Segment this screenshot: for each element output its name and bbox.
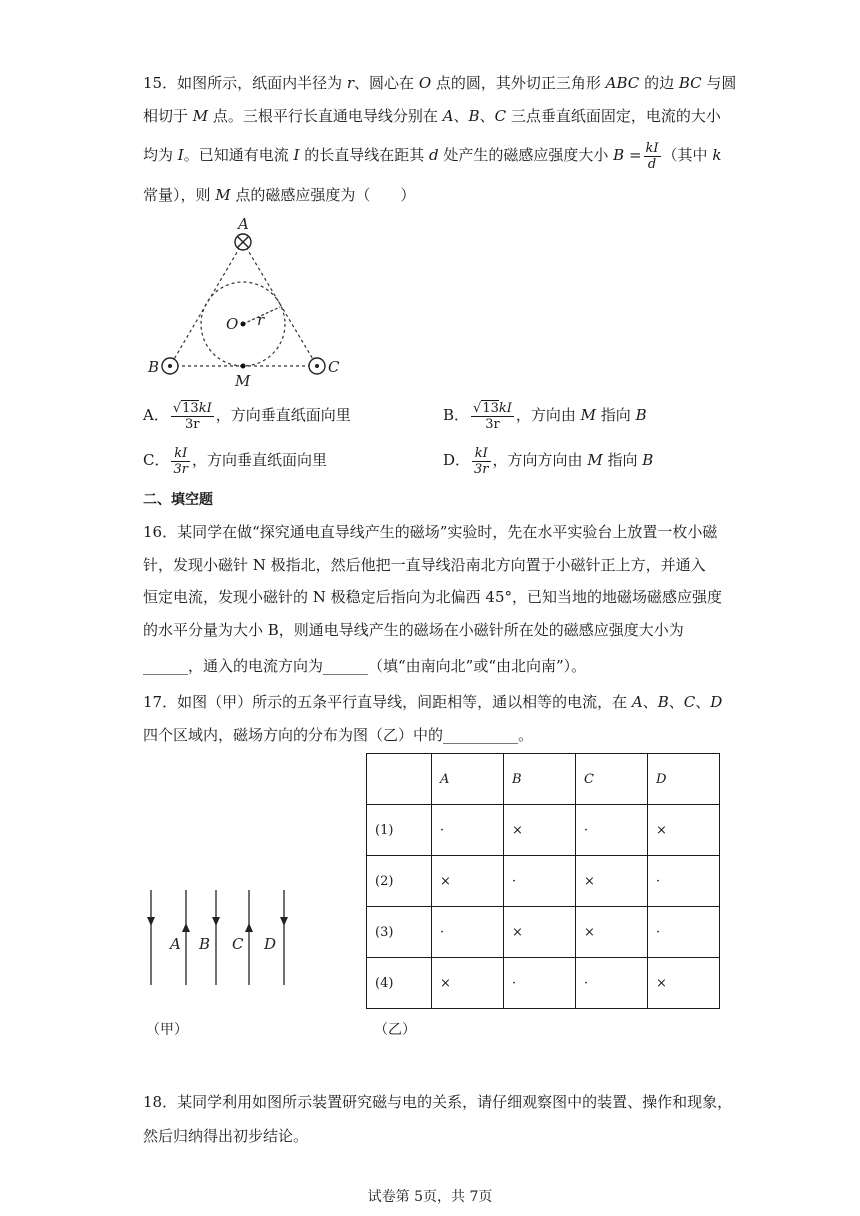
option-a-fraction bbox=[171, 400, 214, 432]
label-B: B bbox=[148, 358, 160, 376]
table-cell: · bbox=[576, 958, 648, 1009]
option-a[interactable] bbox=[143, 396, 351, 434]
q16-line-5: ______，通入的电流方向为______（填“由南向北”或“由北向南”）。 bbox=[143, 657, 587, 675]
table-cell: · bbox=[504, 958, 576, 1009]
label-r: r bbox=[257, 311, 265, 329]
text: 三点垂直纸面固定，电流的大小 bbox=[506, 107, 721, 125]
table-cell: · bbox=[648, 856, 720, 907]
table-cell: × bbox=[432, 856, 504, 907]
q16-line-4: 的水平分量为大小 B，则通电导线产生的磁场在小磁针所在处的磁感应强度大小为 bbox=[143, 621, 684, 639]
text: 相切于 bbox=[143, 107, 193, 125]
region-label-D: D bbox=[264, 935, 277, 953]
q16-line-2: 针，发现小磁针 N 极指北，然后他把一直导线沿南北方向置于小磁针正上方，并通入 bbox=[143, 556, 706, 574]
text: 均为 bbox=[143, 146, 178, 164]
text: 处产生的磁感应强度大小 bbox=[438, 146, 614, 164]
equals: = bbox=[624, 146, 642, 164]
label-M: M bbox=[235, 372, 251, 390]
table-cell: · bbox=[504, 856, 576, 907]
page-footer: 试卷第 5页，共 7页 bbox=[367, 1189, 493, 1205]
formula-fraction bbox=[644, 141, 661, 172]
var-B: B bbox=[657, 693, 669, 711]
fraction-numerator: √13kI bbox=[172, 401, 212, 416]
table-cell: · bbox=[576, 805, 648, 856]
numerator-kI: kI bbox=[198, 401, 212, 416]
option-letter: A． bbox=[143, 406, 169, 424]
option-d[interactable] bbox=[443, 441, 653, 479]
table-cell: × bbox=[648, 805, 720, 856]
text: 与圆 bbox=[701, 74, 737, 92]
table-cell: × bbox=[504, 907, 576, 958]
option-b[interactable] bbox=[443, 396, 647, 434]
text: 15．如图所示，纸面内半径为 bbox=[143, 74, 347, 92]
fraction-numerator: kI bbox=[472, 446, 491, 462]
var-M: M bbox=[192, 107, 209, 125]
var-I: I bbox=[293, 146, 300, 164]
option-text: 指向 bbox=[602, 451, 643, 469]
var-B: B bbox=[635, 406, 647, 424]
numerator-kI: kI bbox=[498, 401, 512, 416]
var-k: k bbox=[712, 146, 722, 164]
table-header-cell: B bbox=[504, 754, 576, 805]
var-ABC: ABC bbox=[605, 74, 640, 92]
up-arrow-icon bbox=[245, 923, 253, 932]
sqrt-radicand: 13 bbox=[182, 401, 199, 416]
var-B: B bbox=[468, 107, 480, 125]
q15-line-2 bbox=[143, 106, 721, 126]
var-O: O bbox=[418, 74, 432, 92]
q16-line-1: 16．某同学在做“探究通电直导线产生的磁场”实验时，先在水平实验台上放置一枚小磁 bbox=[143, 523, 718, 541]
q16-line-3: 恒定电流，发现小磁针的 N 极稳定后指向为北偏西 45°，已知当地的地磁场磁感应强度 bbox=[143, 588, 723, 606]
text: 点的圆，其外切正三角形 bbox=[431, 74, 606, 92]
triangle-circle-figure bbox=[140, 212, 350, 392]
var-B: B bbox=[613, 146, 625, 164]
table-cell: × bbox=[576, 856, 648, 907]
text: 、圆心在 bbox=[354, 74, 419, 92]
region-label-C: C bbox=[232, 935, 244, 953]
var-C: C bbox=[494, 107, 507, 125]
up-arrow-icon bbox=[182, 923, 190, 932]
text: 点的磁感应强度为（ ） bbox=[230, 186, 416, 204]
var-I: I bbox=[177, 146, 184, 164]
text: 17．如图（甲）所示的五条平行直导线，间距相等，通以相等的电流，在 bbox=[143, 693, 632, 711]
option-letter: B． bbox=[443, 406, 470, 424]
fraction-numerator: kI bbox=[645, 140, 659, 156]
table-cell: (2) bbox=[367, 856, 432, 907]
fraction-denominator: 3r bbox=[485, 417, 500, 432]
option-text: ，方向方向由 bbox=[492, 451, 588, 469]
table-cell: · bbox=[648, 907, 720, 958]
var-D: D bbox=[710, 693, 723, 711]
q18-line-1: 18．某同学利用如图所示装置研究磁与电的关系，请仔细观察图中的装置、操作和现象， bbox=[143, 1093, 733, 1111]
table-row bbox=[367, 805, 720, 856]
table-header-cell: D bbox=[648, 754, 720, 805]
section-heading: 二、填空题 bbox=[143, 492, 213, 508]
table-cell: · bbox=[432, 805, 504, 856]
table-row bbox=[367, 856, 720, 907]
fraction-denominator: 3r bbox=[474, 461, 489, 477]
table-cell: (1) bbox=[367, 805, 432, 856]
wire-b-out-of-page-icon bbox=[162, 358, 178, 374]
text: 的长直导线在距其 bbox=[299, 146, 429, 164]
text: 、 bbox=[642, 693, 658, 711]
var-r: r bbox=[346, 74, 355, 92]
q18-line-2: 然后归纳得出初步结论。 bbox=[143, 1127, 309, 1145]
option-letter: C． bbox=[143, 451, 170, 469]
table-cell: × bbox=[432, 958, 504, 1009]
option-text: ，方向垂直纸面向里 bbox=[191, 451, 327, 469]
option-c-fraction bbox=[171, 446, 190, 477]
table-header-cell bbox=[367, 754, 432, 805]
option-letter: D． bbox=[443, 451, 471, 469]
q15-line-4 bbox=[143, 185, 415, 205]
table-cell: × bbox=[648, 958, 720, 1009]
fraction-numerator: kI bbox=[171, 446, 190, 462]
q15-line-1 bbox=[143, 73, 736, 93]
table-header-cell: A bbox=[432, 754, 504, 805]
option-text: ，方向由 bbox=[515, 406, 581, 424]
label-C: C bbox=[328, 358, 340, 376]
var-BC: BC bbox=[678, 74, 702, 92]
var-B: B bbox=[642, 451, 654, 469]
wire-a-into-page-icon bbox=[235, 234, 251, 250]
point-m-dot bbox=[241, 364, 246, 369]
table-row bbox=[367, 907, 720, 958]
parallel-wires-figure bbox=[140, 885, 300, 995]
option-text: 指向 bbox=[596, 406, 636, 424]
caption-jia: （甲） bbox=[146, 1022, 188, 1038]
region-label-B: B bbox=[199, 935, 211, 953]
var-M: M bbox=[580, 406, 597, 424]
fraction-denominator: d bbox=[647, 156, 657, 172]
down-arrow-icon bbox=[280, 917, 288, 926]
text: 常量），则 bbox=[143, 186, 216, 204]
q17-line-1 bbox=[143, 692, 722, 712]
text: 的边 bbox=[639, 74, 679, 92]
text: （其中 bbox=[662, 146, 713, 164]
table-row bbox=[367, 958, 720, 1009]
table-cell: · bbox=[432, 907, 504, 958]
table-cell: (3) bbox=[367, 907, 432, 958]
option-c[interactable] bbox=[143, 441, 327, 479]
down-arrow-icon bbox=[147, 917, 155, 926]
var-M: M bbox=[215, 186, 231, 204]
table-cell: × bbox=[576, 907, 648, 958]
label-A: A bbox=[238, 215, 249, 233]
table-header-cell: C bbox=[576, 754, 648, 805]
sqrt-radicand: 13 bbox=[482, 401, 499, 416]
table-header-row bbox=[367, 754, 720, 805]
option-b-fraction bbox=[471, 400, 514, 432]
option-d-fraction bbox=[472, 446, 491, 477]
text: 、 bbox=[479, 107, 495, 125]
q15-line-3 bbox=[143, 138, 721, 172]
caption-yi: （乙） bbox=[374, 1022, 416, 1038]
label-O: O bbox=[226, 315, 239, 333]
down-arrow-icon bbox=[212, 917, 220, 926]
var-M: M bbox=[587, 451, 603, 469]
option-text: ，方向垂直纸面向里 bbox=[215, 406, 351, 424]
text: 、 bbox=[668, 693, 684, 711]
text: 、 bbox=[695, 693, 711, 711]
region-label-A: A bbox=[170, 935, 181, 953]
table-cell: × bbox=[504, 805, 576, 856]
fraction-numerator: √13kI bbox=[473, 401, 512, 416]
fraction-denominator: 3r bbox=[173, 461, 188, 477]
field-direction-table bbox=[366, 753, 720, 1009]
wire-c-out-of-page-icon bbox=[309, 358, 325, 374]
center-dot bbox=[241, 322, 246, 327]
fraction-denominator: 3r bbox=[185, 417, 200, 432]
text: 、 bbox=[453, 107, 469, 125]
table-cell: (4) bbox=[367, 958, 432, 1009]
var-C: C bbox=[683, 693, 696, 711]
text: 点。三根平行长直通电导线分别在 bbox=[208, 107, 443, 125]
text: 。已知通有电流 bbox=[183, 146, 294, 164]
q17-line-2: 四个区域内，磁场方向的分布为图（乙）中的__________。 bbox=[143, 726, 534, 744]
var-d: d bbox=[428, 146, 439, 164]
var-A: A bbox=[442, 107, 454, 125]
var-A: A bbox=[631, 693, 643, 711]
